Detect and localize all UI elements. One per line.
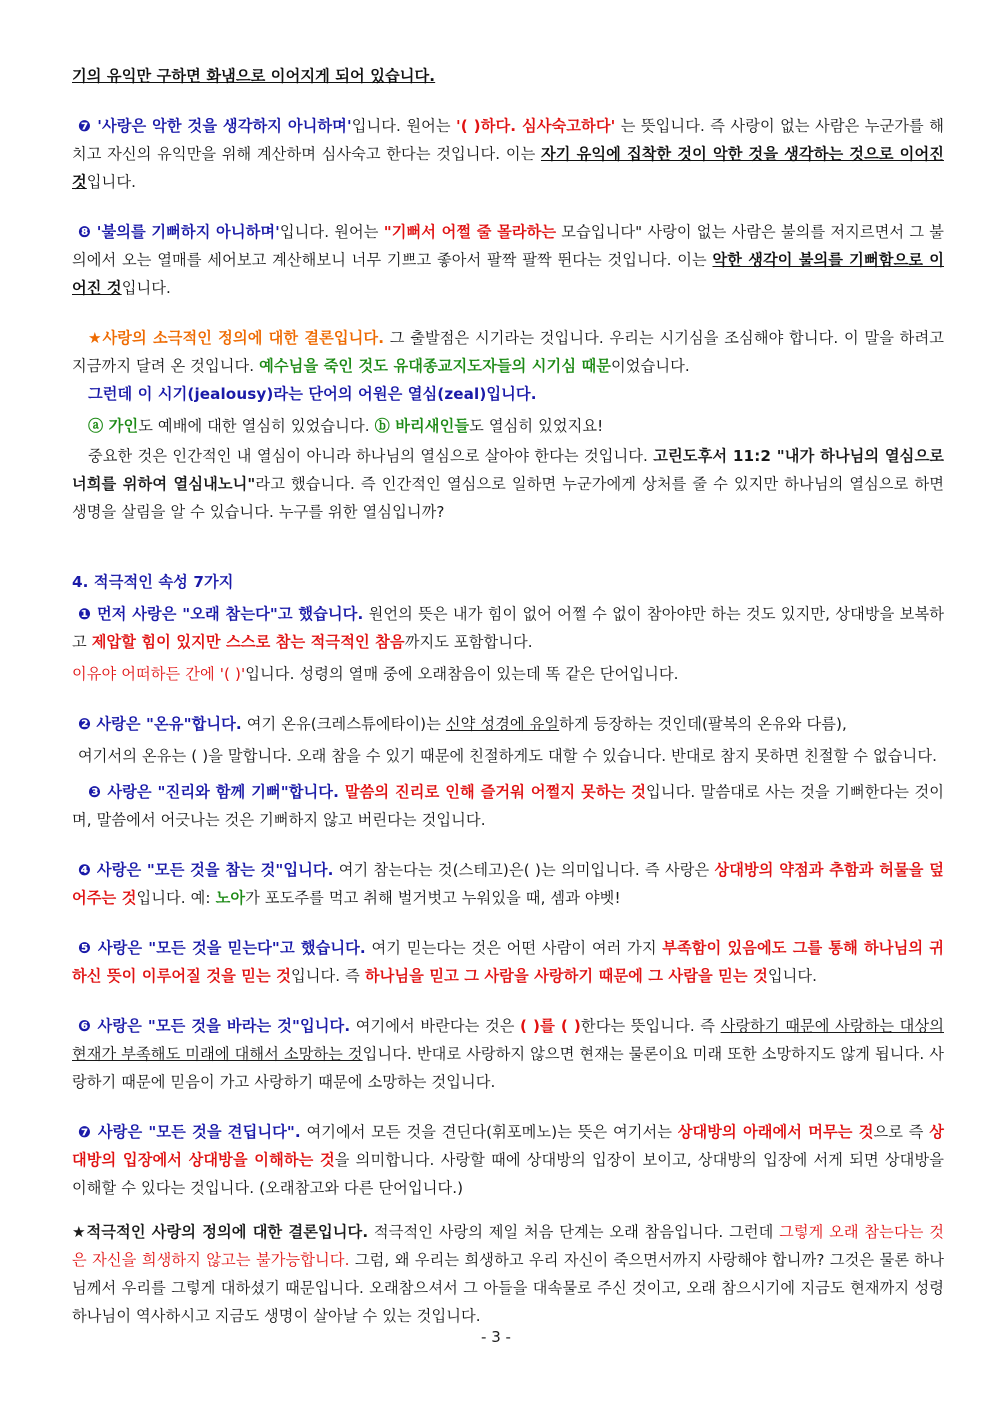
body-text: 여기 믿는다는 것은 어떤 사람이 여러 가지 [365, 939, 663, 957]
body-text: 가 포도주를 먹고 취해 벌거벗고 누워있을 때, 셈과 야벳! [245, 889, 621, 907]
item-title: ❸ 사랑은 "진리와 함께 기뻐"합니다. [88, 783, 339, 801]
item-title: ❼ 사랑은 "모든 것을 견딥니다". [78, 1123, 301, 1141]
red-phrase: 말씀의 진리로 인해 즐거워 어쩔지 못하는 것 [338, 783, 647, 801]
body-text: 이었습니다. [611, 357, 690, 375]
body-text: 입니다. 원어는 [279, 223, 384, 241]
underlined-phrase: 사랑하기 때문에 사랑하는 대상의 현재가 부족해도 미래에 대해서 소망하는 것 [72, 1017, 944, 1063]
conclusion-title: ★적극적인 사랑의 정의에 대한 결론입니다. [72, 1223, 369, 1241]
red-phrase: 상대방의 입장에서 상대방을 이해하는 것 [72, 1123, 944, 1169]
body-text: 여기 온유(크레스튜에타이)는 [241, 715, 446, 733]
green-phrase: 예수님을 죽인 것도 유대종교지도자들의 시기심 때문 [259, 357, 612, 375]
paragraph-positive-2 [72, 710, 944, 738]
paragraph-examples [72, 412, 944, 440]
body-text: 입니다. 원어는 [351, 117, 457, 135]
body-text: 입니다. [121, 279, 171, 297]
body-text: 도 열심히 있었지요! [469, 417, 604, 435]
paragraph-positive-2-cont [72, 742, 944, 770]
body-text: 여기서의 온유는 ( )을 말합니다. 오래 참을 수 있기 때문에 친절하게도 대할 수 있습니다. 반대로 참지 못하면 친절할 수 없습니다. [78, 747, 938, 765]
paragraph-positive-5 [72, 934, 944, 990]
body-text: 입니다. 예: [136, 889, 216, 907]
blank-phrase: 이유야 어떠하든 간에 '( )' [72, 665, 246, 683]
body-text: 입니다. 성령의 열매 중에 오래참음이 있는데 똑 같은 단어입니다. [245, 665, 679, 683]
body-text: 적극적인 사랑의 제일 처음 단계는 오래 참음입니다. 그런데 [368, 1223, 780, 1241]
paragraph-continuation [72, 62, 944, 90]
highlight-text: 자기 유익에 집착한 것이 악한 것을 생각하는 것으로 이어진 것 [72, 145, 944, 191]
item-title: ❽ '불의를 기뻐하지 아니하며' [78, 223, 280, 241]
item-title: ❻ 사랑은 "모든 것을 바라는 것"입니다. [78, 1017, 351, 1035]
red-phrase: 제압할 힘이 있지만 스스로 참는 적극적인 참음 [91, 633, 405, 651]
item-title: ❷ 사랑은 "온유"합니다. [78, 715, 242, 733]
body-text: 도 예배에 대한 열심히 있었습니다. [138, 417, 375, 435]
body-text: 으로 즉 [873, 1123, 930, 1141]
body-text: 여기에서 모든 것을 견딘다(휘포메노)는 뜻은 여기서는 [300, 1123, 678, 1141]
body-text: 여기에서 바란다는 것은 [350, 1017, 521, 1035]
red-phrase: 부족함이 있음에도 그를 통해 하나님의 귀하신 뜻이 이루어질 것을 믿는 것 [72, 939, 945, 985]
red-phrase: 그렇게 오래 참는다는 것은 자신을 희생하지 않고는 불가능합니다. [72, 1223, 944, 1269]
blank-phrase: '( )하다. 심사숙고하다' [456, 117, 616, 135]
body-text: 하게 등장하는 것인데(팔복의 온유와 다름), [559, 715, 847, 733]
section-title: 4. 적극적인 속성 7가지 [72, 573, 234, 591]
body-text: 그럼, 왜 우리는 희생하고 우리 자신이 죽으면서까지 사랑해야 합니까? 그것은 물론 하나님께서 우리를 그렇게 대하셨기 때문입니다. 오래참으셔서 그 아들을 대속물로 주신 것이고, 오래 참으시기에 지금도 현재까지 성령 하나님이 역사하시고 지금도 생명이 살아날 수 있는 것입니다. [72, 1251, 944, 1325]
paragraph-negative-7 [72, 112, 944, 196]
body-text: 모습입니다" 사랑이 없는 사람은 불의를 저지르면서 그 불의에서 오는 열매를 세어보고 계산해보니 너무 기쁘고 좋아서 팔짝 팔짝 뛴다는 것입니다. 이는 [72, 223, 944, 269]
paragraph-conclusion-positive [72, 1218, 944, 1330]
page-number: - 3 - [481, 1328, 511, 1346]
red-phrase: 상대방의 아래에서 머무는 것 [677, 1123, 874, 1141]
body-text: 는 뜻입니다. 즉 사랑이 없는 사람은 누군가를 해치고 자신의 유익만을 위해 계산하며 심사숙고 한다는 것입니다. 이는 [72, 117, 944, 163]
body-text: 입니다. 반대로 사랑하지 않으면 현재는 물론이요 미래 또한 소망하지도 않게 됩니다. 사랑하기 때문에 믿음이 가고 사랑하기 때문에 소망하는 것입니다. [72, 1045, 944, 1091]
body-text: 중요한 것은 인간적인 내 열심이 아니라 하나님의 열심으로 살아야 한다는 것입니다. [88, 447, 654, 465]
example-cain: ⓐ 가인 [88, 417, 139, 435]
body-text: 까지도 포함합니다. [404, 633, 533, 651]
paragraph-zeal [72, 442, 944, 526]
body-text: 여기 참는다는 것(스테고)은( )는 의미입니다. 즉 사랑은 [333, 861, 715, 879]
body-text: 라고 했습니다. 즉 인간적인 열심으로 일하면 누군가에게 상처를 줄 수 있지만 하나님의 열심으로 하면 생명을 살림을 알 수 있습니다. 누구를 위한 열심입니까? [72, 475, 944, 521]
body-text: 한다는 뜻입니다. 즉 [580, 1017, 721, 1035]
green-phrase: 노아 [215, 889, 246, 907]
paragraph-positive-6 [72, 1012, 944, 1096]
paragraph-negative-8 [72, 218, 944, 302]
item-title: ❶ 먼저 사랑은 "오래 참는다"고 했습니다. [78, 605, 364, 623]
conclusion-title: ★사랑의 소극적인 정의에 대한 결론입니다. [88, 329, 385, 347]
highlight-text: 기의 유익만 구하면 화냄으로 이어지게 되어 있습니다. [72, 67, 436, 85]
section-heading [72, 568, 944, 596]
paragraph-positive-1-cont [72, 660, 944, 688]
body-text: 그 출발점은 시기라는 것입니다. 우리는 시기심을 조심해야 합니다. 이 말을 하려고 지금까지 달려 온 것입니다. [72, 329, 944, 375]
red-phrase: 하나님을 믿고 그 사람을 사랑하기 때문에 그 사람을 믿는 것 [364, 967, 768, 985]
blank-phrase: ( )를 ( ) [520, 1017, 581, 1035]
body-text: 입니다. 즉 [290, 967, 365, 985]
paragraph-jealousy [72, 380, 944, 408]
example-pharisees: ⓑ 바리새인들 [374, 417, 470, 435]
body-text: 입니다. [86, 173, 137, 191]
body-text: 입니다. 말씀대로 사는 것을 기뻐한다는 것이며, 말씀에서 어긋나는 것은 기뻐하지 않고 버린다는 것입니다. [72, 783, 944, 829]
body-text: 을 의미합니다. 사랑할 때에 상대방의 입장이 보이고, 상대방의 입장에 서게 되면 상대방을 이해할 수 있다는 것입니다. (오래참고와 다른 단어입니다.) [72, 1151, 944, 1197]
red-phrase: 상대방의 약점과 추함과 허물을 덮어주는 것 [72, 861, 944, 907]
body-text: 원언의 뜻은 내가 힘이 없어 어쩔 수 없이 참아야만 하는 것도 있지만, 상대방을 보복하고 [72, 605, 944, 651]
paragraph-positive-1 [72, 600, 944, 656]
scripture-reference: 고린도후서 11:2 "내가 하나님의 열심으로 너희를 위하여 열심내노니" [72, 447, 944, 493]
item-title: ❺ 사랑은 "모든 것을 믿는다"고 했습니다. [78, 939, 366, 957]
highlight-text: 악한 생각이 불의를 기뻐함으로 이어진 것 [72, 251, 944, 297]
body-text: 입니다. [767, 967, 818, 985]
paragraph-conclusion-negative [72, 324, 944, 380]
item-title: ❼ '사랑은 악한 것을 생각하지 아니하며' [78, 117, 352, 135]
paragraph-positive-7 [72, 1118, 944, 1202]
blue-sentence: 그런데 이 시기(jealousy)라는 단어의 어원은 열심(zeal)입니다. [88, 385, 537, 403]
red-phrase: "기뻐서 어쩔 줄 몰라하는 [383, 223, 557, 241]
paragraph-positive-3 [72, 778, 944, 834]
underlined-phrase: 신약 성경에 유일 [445, 715, 560, 733]
paragraph-positive-4 [72, 856, 944, 912]
item-title: ❹ 사랑은 "모든 것을 참는 것"입니다. [78, 861, 334, 879]
